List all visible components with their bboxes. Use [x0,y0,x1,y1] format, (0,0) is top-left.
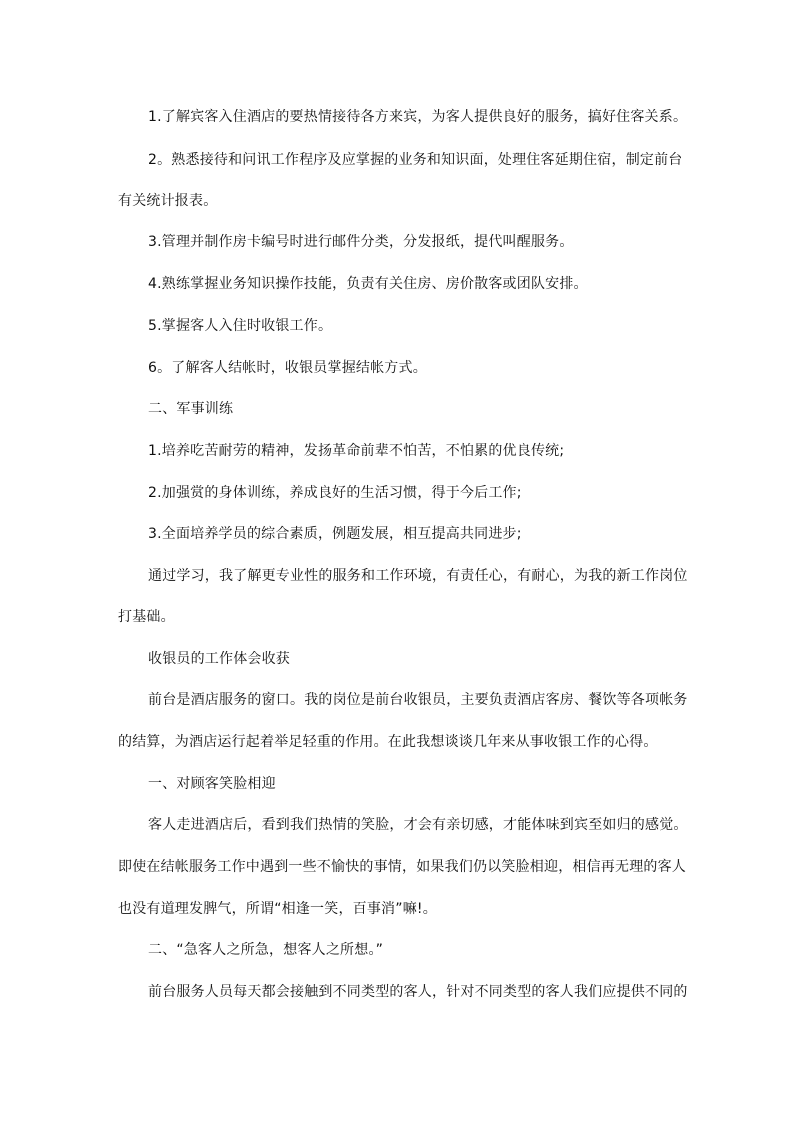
paragraph-line: 客人走进酒店后，看到我们热情的笑脸，才会有亲切感，才能体味到宾至如归的感觉。 [148,817,688,833]
paragraph-line: 3.全面培养学员的综合素质，例题发展，相互提高共同进步; [148,526,522,542]
paragraph-line: 2.加强赏的身体训练，养成良好的生活习惯，得于今后工作; [148,485,522,501]
section-heading: 收银员的工作体会收获 [148,651,290,667]
section-heading: 二、“急客人之所急，想客人之所想。” [148,942,384,958]
section-heading: 二、军事训练 [148,401,234,417]
paragraph-line: 4.熟练掌握业务知识操作技能，负责有关住房、房价散客或团队安排。 [148,276,588,292]
paragraph-line: 有关统计报表。 [118,193,218,209]
paragraph-line: 1.培养吃苦耐劳的精神，发扬革命前辈不怕苦，不怕累的优良传统; [148,443,565,459]
paragraph-line: 即使在结帐服务工作中遇到一些不愉快的事情，如果我们仍以笑脸相迎，相信再无理的客人 [118,859,686,875]
paragraph-line: 1.了解宾客入住酒店的要热情接待各方来宾，为客人提供良好的服务，搞好住客关系。 [148,109,688,125]
paragraph-line: 前台是酒店服务的窗口。我的岗位是前台收银员，主要负责酒店客房、餐饮等各项帐务 [148,692,688,708]
paragraph-line: 2。熟悉接待和问讯工作程序及应掌握的业务和知识面，处理住客延期住宿，制定前台 [148,152,683,168]
section-heading: 一、对顾客笑脸相迎 [148,776,276,792]
paragraph-line: 前台服务人员每天都会接触到不同类型的客人，针对不同类型的客人我们应提供不同的 [148,984,688,1000]
paragraph-line: 的结算，为酒店运行起着举足轻重的作用。在此我想谈谈几年来从事收银工作的心得。 [118,734,658,750]
paragraph-line: 也没有道理发脾气，所谓“相逢一笑，百事消”嘛!。 [118,901,437,917]
paragraph-line: 5.掌握客人入住时收银工作。 [148,318,333,334]
paragraph-line: 通过学习，我了解更专业性的服务和工作环境，有责任心，有耐心，为我的新工作岗位 [148,568,688,584]
paragraph-line: 3.管理并制作房卡编号时进行邮件分类，分发报纸，提代叫醒服务。 [148,234,574,250]
paragraph-line: 6。了解客人结帐时，收银员掌握结帐方式。 [148,360,427,376]
paragraph-line: 打基础。 [118,609,175,625]
